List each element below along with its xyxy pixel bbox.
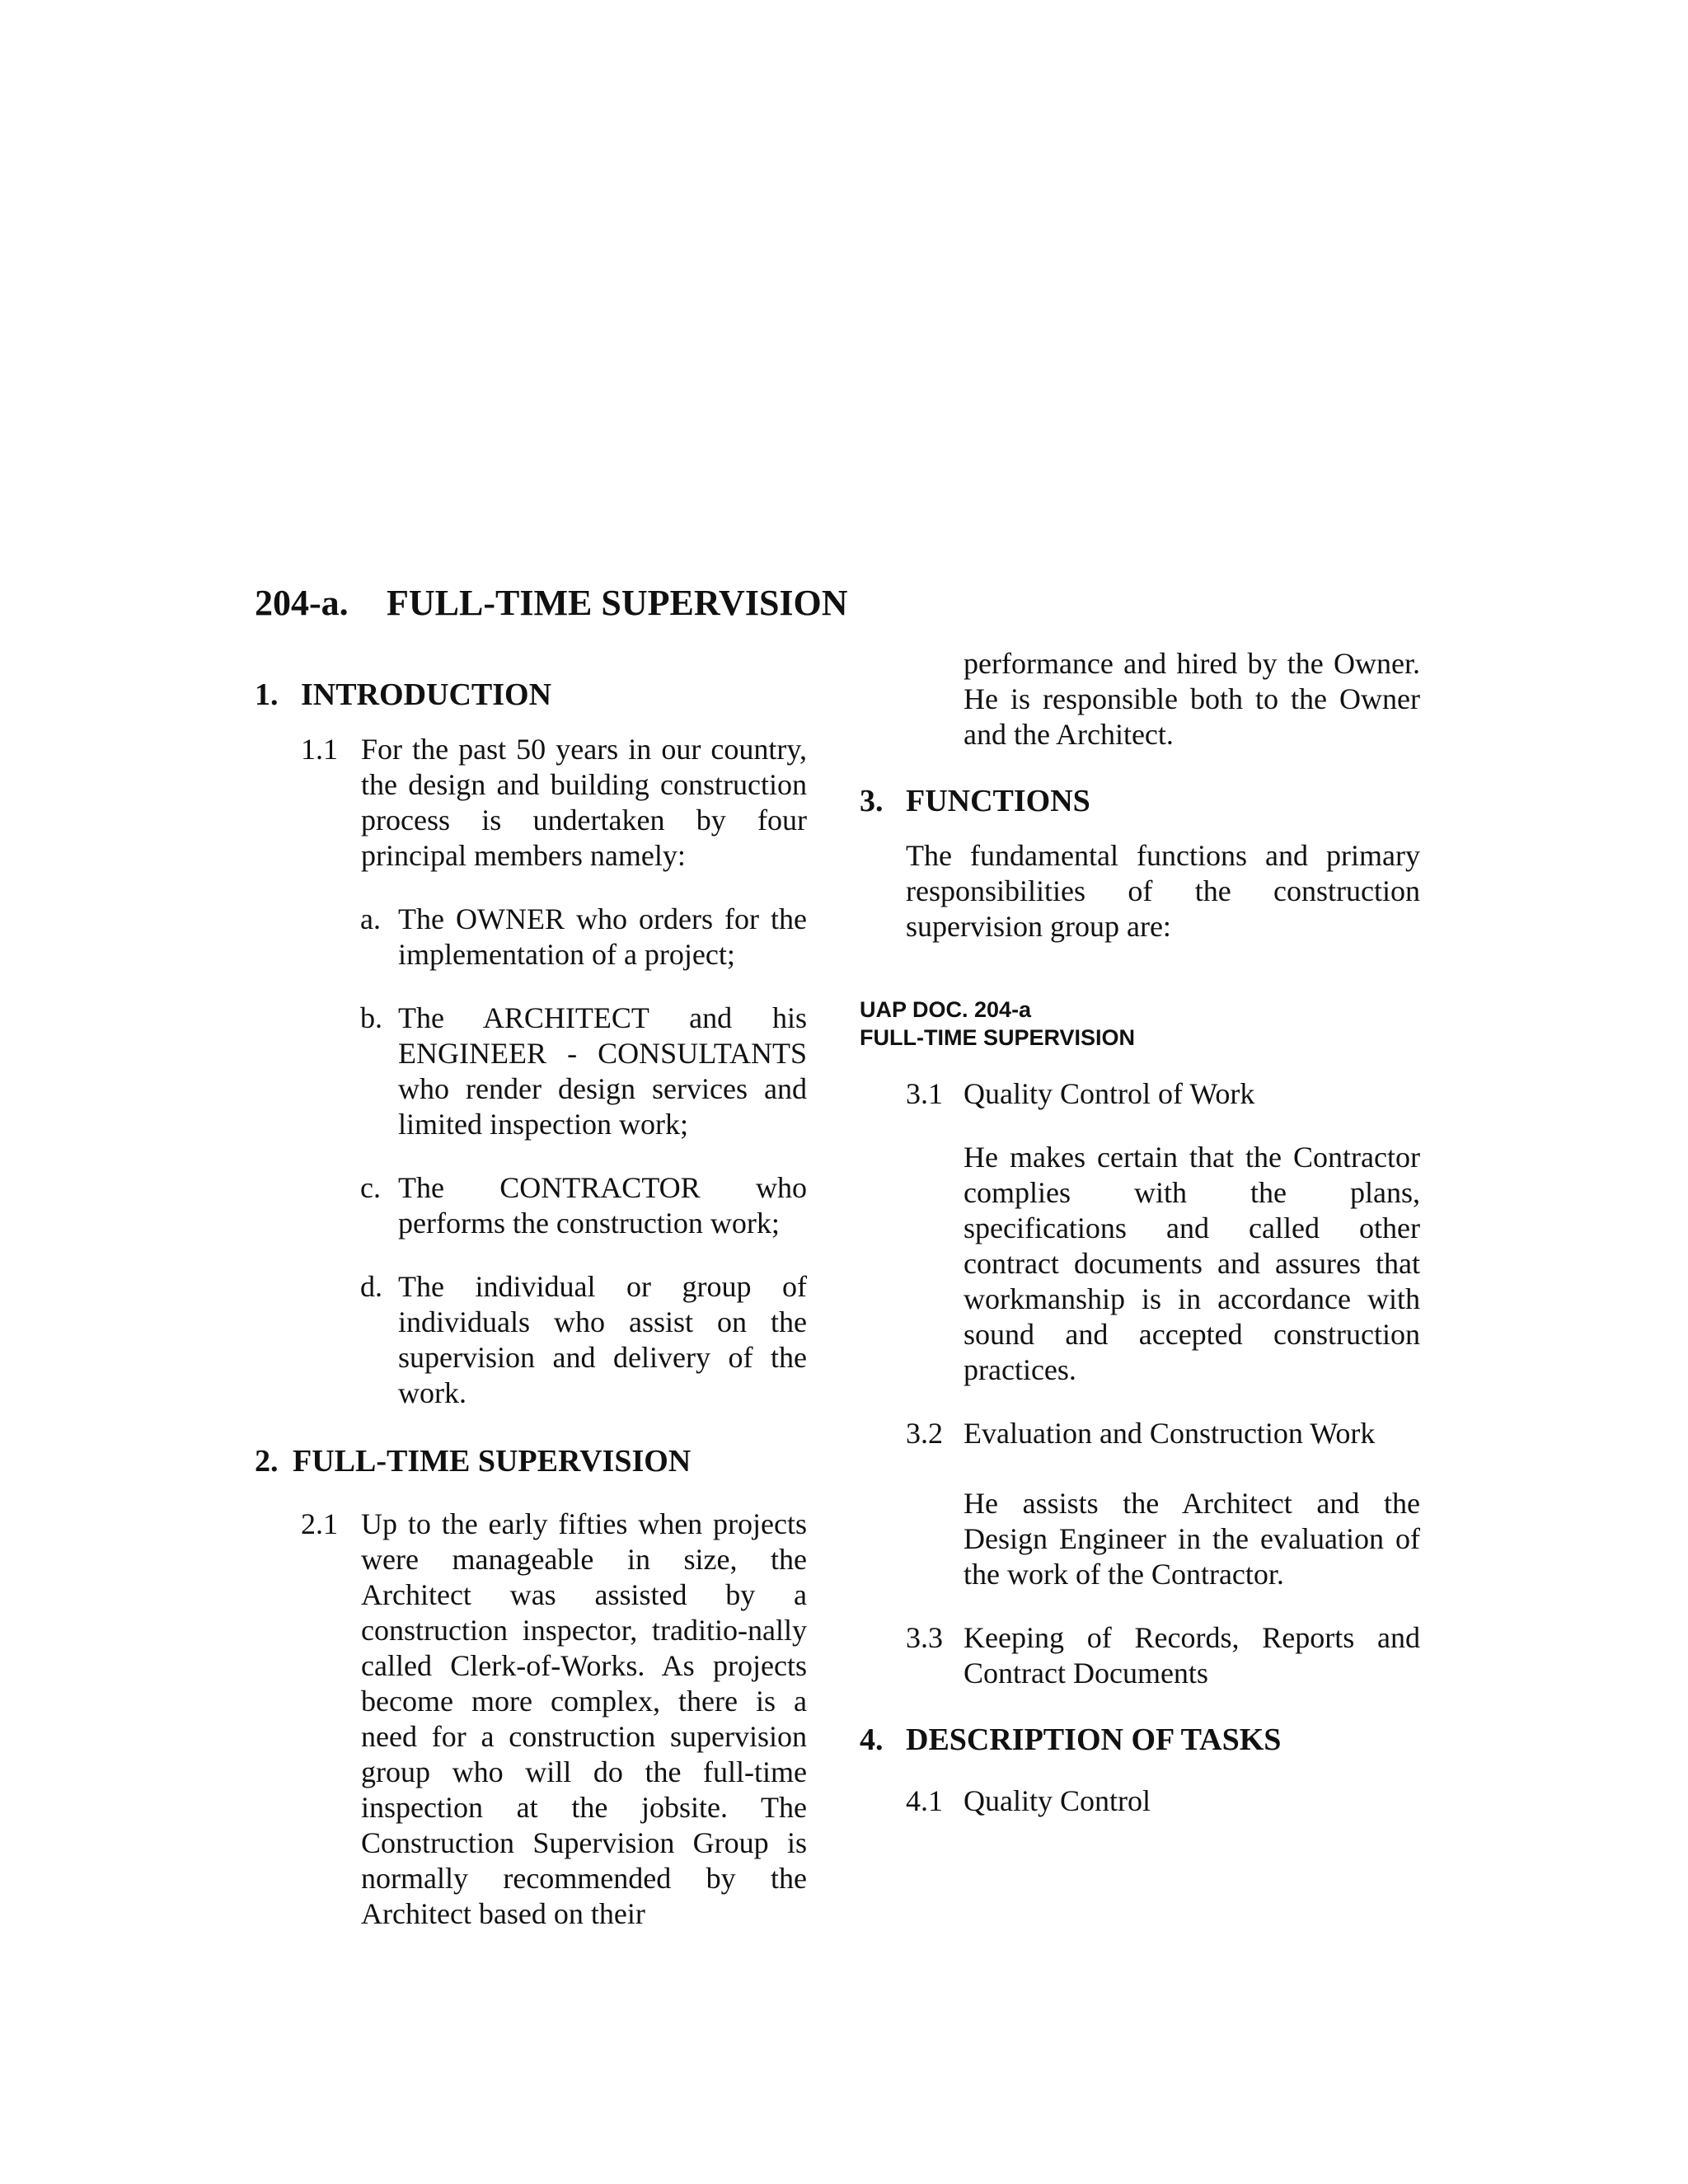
paragraph-1-1-text: For the past 50 years in our country, the design and building construction process is undertaken by four principal members namely:	[361, 733, 807, 872]
list-item-d-text: The individual or group of individuals who assist on the supervision and delivery of the work.	[398, 1270, 807, 1409]
document-title	[255, 582, 848, 624]
list-item-b	[255, 1001, 807, 1142]
section-3-title: FUNCTIONS	[906, 784, 1090, 818]
subsection-3-2-body: He assists the Architect and the Design Engineer in the evaluation of the work of the Contractor.	[964, 1487, 1420, 1591]
list-item-d-letter: d.	[360, 1270, 382, 1303]
subsection-3-3-number: 3.3	[906, 1621, 943, 1654]
section-2-number: 2.	[255, 1444, 279, 1479]
section-4-heading	[860, 1721, 1420, 1759]
list-item-d	[255, 1269, 807, 1411]
subsection-4-1-heading	[860, 1783, 1420, 1819]
subsection-3-2-number: 3.2	[906, 1417, 943, 1450]
running-header-line-2: FULL-TIME SUPERVISION	[860, 1025, 1136, 1050]
list-item-c-letter: c.	[360, 1171, 381, 1204]
section-2-heading	[255, 1442, 807, 1480]
subsection-4-1-title: Quality Control	[964, 1784, 1151, 1817]
subsection-3-3-heading	[860, 1620, 1420, 1691]
section-1-heading	[255, 676, 807, 714]
section-4-title: DESCRIPTION OF TASKS	[906, 1722, 1282, 1757]
paragraph-2-1	[255, 1507, 807, 1932]
list-item-a-letter: a.	[360, 902, 381, 935]
list-item-c-text: The CONTRACTOR who performs the construction work;	[398, 1171, 807, 1240]
subsection-3-2-title: Evaluation and Construction Work	[964, 1417, 1376, 1450]
subsection-3-2-heading	[860, 1416, 1420, 1451]
subsection-3-1-title: Quality Control of Work	[964, 1077, 1255, 1110]
section-4-number: 4.	[860, 1722, 884, 1757]
document-title-number: 204-a.	[255, 583, 349, 623]
section-1-number: 1.	[255, 677, 279, 712]
subsection-3-3-title: Keeping of Records, Reports and Contract Documents	[964, 1621, 1420, 1690]
paragraph-2-1-number: 2.1	[301, 1507, 338, 1540]
subsection-3-1-heading	[860, 1076, 1420, 1112]
paragraph-1-1-number: 1.1	[301, 733, 338, 766]
subsection-3-1-body: He makes certain that the Contractor complies with the plans, specifications and called other contract documents and assures that workmanship is in accordance with sound and accepted construction practices.	[964, 1141, 1420, 1386]
section-3-heading	[860, 782, 1420, 820]
paragraph-1-1	[255, 732, 807, 874]
paragraph-2-1-text: Up to the early fifties when projects were manageable in size, the Architect was assisted by a construction inspector, traditio-nally called Clerk-of-Works. As projects become more complex, there is a need for a construction supervision group who will do the full-time inspection at the jobsite. The Construction Supervision Group is normally recommended by the Architect based on their	[361, 1507, 807, 1930]
list-item-b-letter: b.	[360, 1001, 382, 1034]
paragraph-2-1-continued: performance and hired by the Owner. He is responsible both to the Owner and the Architect.	[964, 647, 1420, 751]
list-item-c	[255, 1170, 807, 1241]
list-item-a-text: The OWNER who orders for the implementation of a project;	[398, 902, 807, 971]
section-3-intro: The fundamental functions and primary responsibilities of the construction supervision group are:	[906, 839, 1420, 943]
subsection-4-1-number: 4.1	[906, 1784, 943, 1817]
section-3-number: 3.	[860, 784, 884, 818]
subsection-3-1-number: 3.1	[906, 1077, 943, 1110]
left-column	[255, 676, 807, 1932]
list-item-b-text: The ARCHITECT and his ENGINEER - CONSULTANTS who render design services and limited inspection work;	[398, 1001, 807, 1141]
running-header-line-1: UAP DOC. 204-a	[860, 997, 1032, 1022]
right-column	[860, 646, 1420, 1819]
list-item-a	[255, 902, 807, 972]
section-1-title: INTRODUCTION	[301, 677, 552, 712]
document-title-text: FULL-TIME SUPERVISION	[387, 583, 848, 623]
section-2-title: FULL-TIME SUPERVISION	[293, 1444, 692, 1479]
running-header	[860, 996, 1420, 1052]
